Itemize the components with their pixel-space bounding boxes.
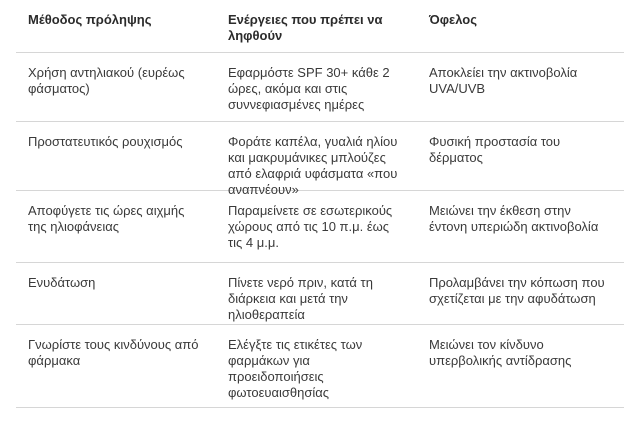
cell-method: Χρήση αντηλιακού (ευρέως φάσματος) (28, 65, 185, 96)
cell-method: Αποφύγετε τις ώρες αιχμής της ηλιοφάνειας (28, 203, 185, 234)
cell-actions: Φοράτε καπέλα, γυαλιά ηλίου και μακρυμάνικες μπλούζες από ελαφριά υφάσματα «που αναπνέουν» (228, 134, 398, 197)
cell-benefit: Μειώνει την έκθεση στην έντονη υπεριώδη ακτινοβολία (429, 203, 599, 234)
cell-benefit: Φυσική προστασία του δέρματος (429, 134, 561, 165)
table-header-row (16, 0, 624, 53)
table-row (16, 53, 624, 122)
table-row (16, 191, 624, 263)
prevention-table (16, 0, 624, 408)
table-row (16, 325, 624, 408)
cell-method: Προστατευτικός ρουχισμός (28, 134, 183, 149)
cell-actions: Εφαρμόστε SPF 30+ κάθε 2 ώρες, ακόμα και στις συννεφιασμένες ημέρες (228, 65, 390, 112)
table-row (16, 263, 624, 325)
cell-benefit: Μειώνει τον κίνδυνο υπερβολικής αντίδρασης (429, 337, 572, 368)
cell-actions: Παραμείνετε σε εσωτερικούς χώρους από τις 10 π.μ. έως τις 4 μ.μ. (228, 203, 393, 250)
header-actions: Ενέργειες που πρέπει να ληφθούν (228, 12, 383, 43)
header-benefit: Όφελος (429, 12, 477, 27)
cell-actions: Πίνετε νερό πριν, κατά τη διάρκεια και μετά την ηλιοθεραπεία (228, 275, 373, 322)
cell-method: Ενυδάτωση (28, 275, 96, 290)
cell-actions: Ελέγξτε τις ετικέτες των φαρμάκων για προειδοποιήσεις φωτοευαισθησίας (228, 337, 363, 400)
table-row (16, 122, 624, 197)
cell-benefit: Αποκλείει την ακτινοβολία UVA/UVB (429, 65, 578, 96)
cell-method: Γνωρίστε τους κινδύνους από φάρμακα (28, 337, 199, 368)
cell-benefit: Προλαμβάνει την κόπωση που σχετίζεται με την αφυδάτωση (429, 275, 605, 306)
header-method: Μέθοδος πρόληψης (28, 12, 152, 27)
